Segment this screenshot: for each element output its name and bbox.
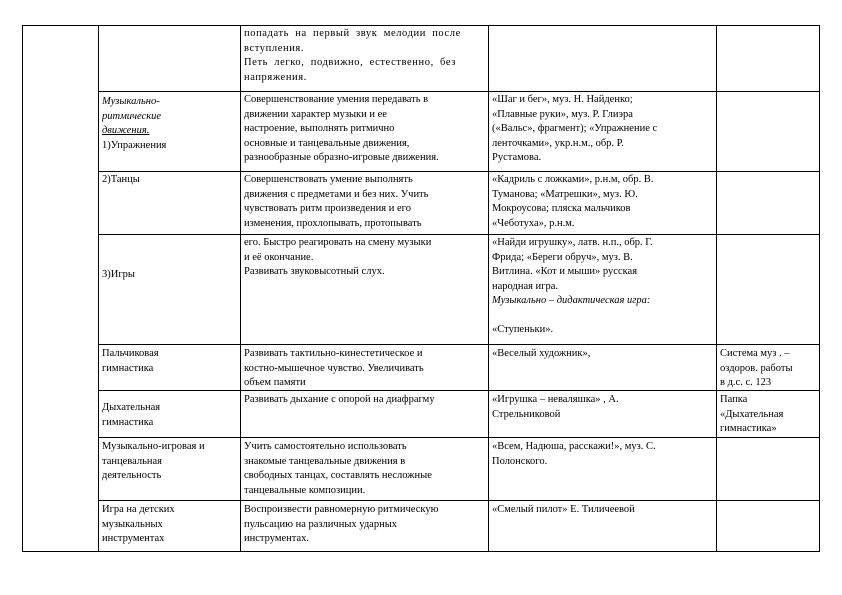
- play-dance-activity-description: Учить самостоятельно использовать знакомые танцевальные движения в свободных танцах, составлять несложные танцевальные композиции.: [244, 441, 432, 496]
- table-border-top: [22, 25, 820, 26]
- play-dance-activity-label: Музыкально-игровая и танцевальная деятельность: [102, 441, 205, 482]
- didactic-game-label: Музыкально – дидактическая игра:: [492, 295, 651, 307]
- finger-gymnastics-label: Пальчиковая гимнастика: [102, 348, 159, 374]
- finger-gymnastics-repertoire: «Веселый художник»,: [492, 348, 591, 359]
- games-label: 3)Игры: [102, 269, 135, 280]
- row-divider: [98, 344, 820, 345]
- row-divider: [98, 500, 820, 501]
- table-border-left: [22, 25, 23, 552]
- row-divider: [98, 171, 820, 172]
- section-title-musical-rhythmic: Музыкально- ритмические движения. 1)Упражнения: [102, 95, 237, 153]
- breathing-gymnastics-repertoire: «Игрушка – неваляшка» , А. Стрельниковой: [492, 394, 619, 420]
- instruments-label: Игра на детских музыкальных инструментах: [102, 504, 175, 545]
- exercises-repertoire: «Шаг и бег», муз. Н. Найденко; «Плавные руки», муз. Р. Глиэра («Вальс», фрагмент); «Упражнение с ленточками», укр.н.м., обр. Р. Рустамова.: [492, 94, 658, 164]
- dances-description: Совершенствовать умение выполнять движения с предметами и без них. Учить чувствовать ритм произведения и его изменения, прохлопывать, протопывать: [244, 174, 429, 229]
- breathing-gymnastics-description: Развивать дыхание с опорой на диафрагму: [244, 394, 435, 405]
- table-border-bottom: [22, 551, 820, 552]
- continuation-description: попадать на первый звук мелодии после вступления. Петь легко, подвижно, естественно, без напряжения.: [244, 28, 461, 83]
- play-dance-activity-repertoire: «Всем, Надюша, расскажи!», муз. С. Полонского.: [492, 441, 656, 467]
- program-table: [22, 25, 820, 552]
- row-divider: [98, 234, 820, 235]
- games-description: его. Быстро реагировать на смену музыки и её окончание. Развивать звуковысотный слух.: [244, 237, 432, 278]
- column-divider: [716, 25, 717, 552]
- finger-gymnastics-note: Система муз . – оздоров. работы в д.с. с. 123: [720, 348, 793, 389]
- exercises-description: Совершенствование умения передавать в движении характер музыки и ее настроение, выполнять ритмично основные и танцевальные движения, разнообразные образно-игровые движения.: [244, 94, 439, 164]
- didactic-game-item: «Ступеньки».: [492, 323, 554, 335]
- column-divider: [240, 25, 241, 552]
- exercises-label: 1)Упражнения: [102, 139, 167, 151]
- row-divider: [98, 437, 820, 438]
- instruments-description: Воспроизвести равномерную ритмическую пульсацию на различных ударных инструментах.: [244, 504, 439, 545]
- instruments-repertoire: «Смелый пилот» Е. Тиличеевой: [492, 504, 635, 515]
- table-border-right: [819, 25, 820, 552]
- finger-gymnastics-description: Развивать тактильно-кинестетическое и костно-мышечное чувство. Увеличивать объем памяти: [244, 348, 424, 389]
- column-divider: [488, 25, 489, 552]
- breathing-gymnastics-note: Папка «Дыхательная гимнастика»: [720, 394, 784, 435]
- breathing-gymnastics-label: Дыхательная гимнастика: [102, 402, 161, 428]
- row-divider: [98, 91, 820, 92]
- dances-repertoire: «Кадриль с ложками», р.н.м, обр. В. Туманова; «Матрешки», муз. Ю. Мокроусова; пляска мальчиков «Чеботуха», р.н.м.: [492, 174, 654, 229]
- games-repertoire: «Найди игрушку», латв. н.п., обр. Г. Фрида; «Береги обруч», муз. В. Витлина. «Кот и мыши» русская народная игра. Музыкально – дидактическая игра: «Ступеньки».: [492, 236, 714, 338]
- column-divider: [98, 25, 99, 552]
- dances-label: 2)Танцы: [102, 174, 140, 185]
